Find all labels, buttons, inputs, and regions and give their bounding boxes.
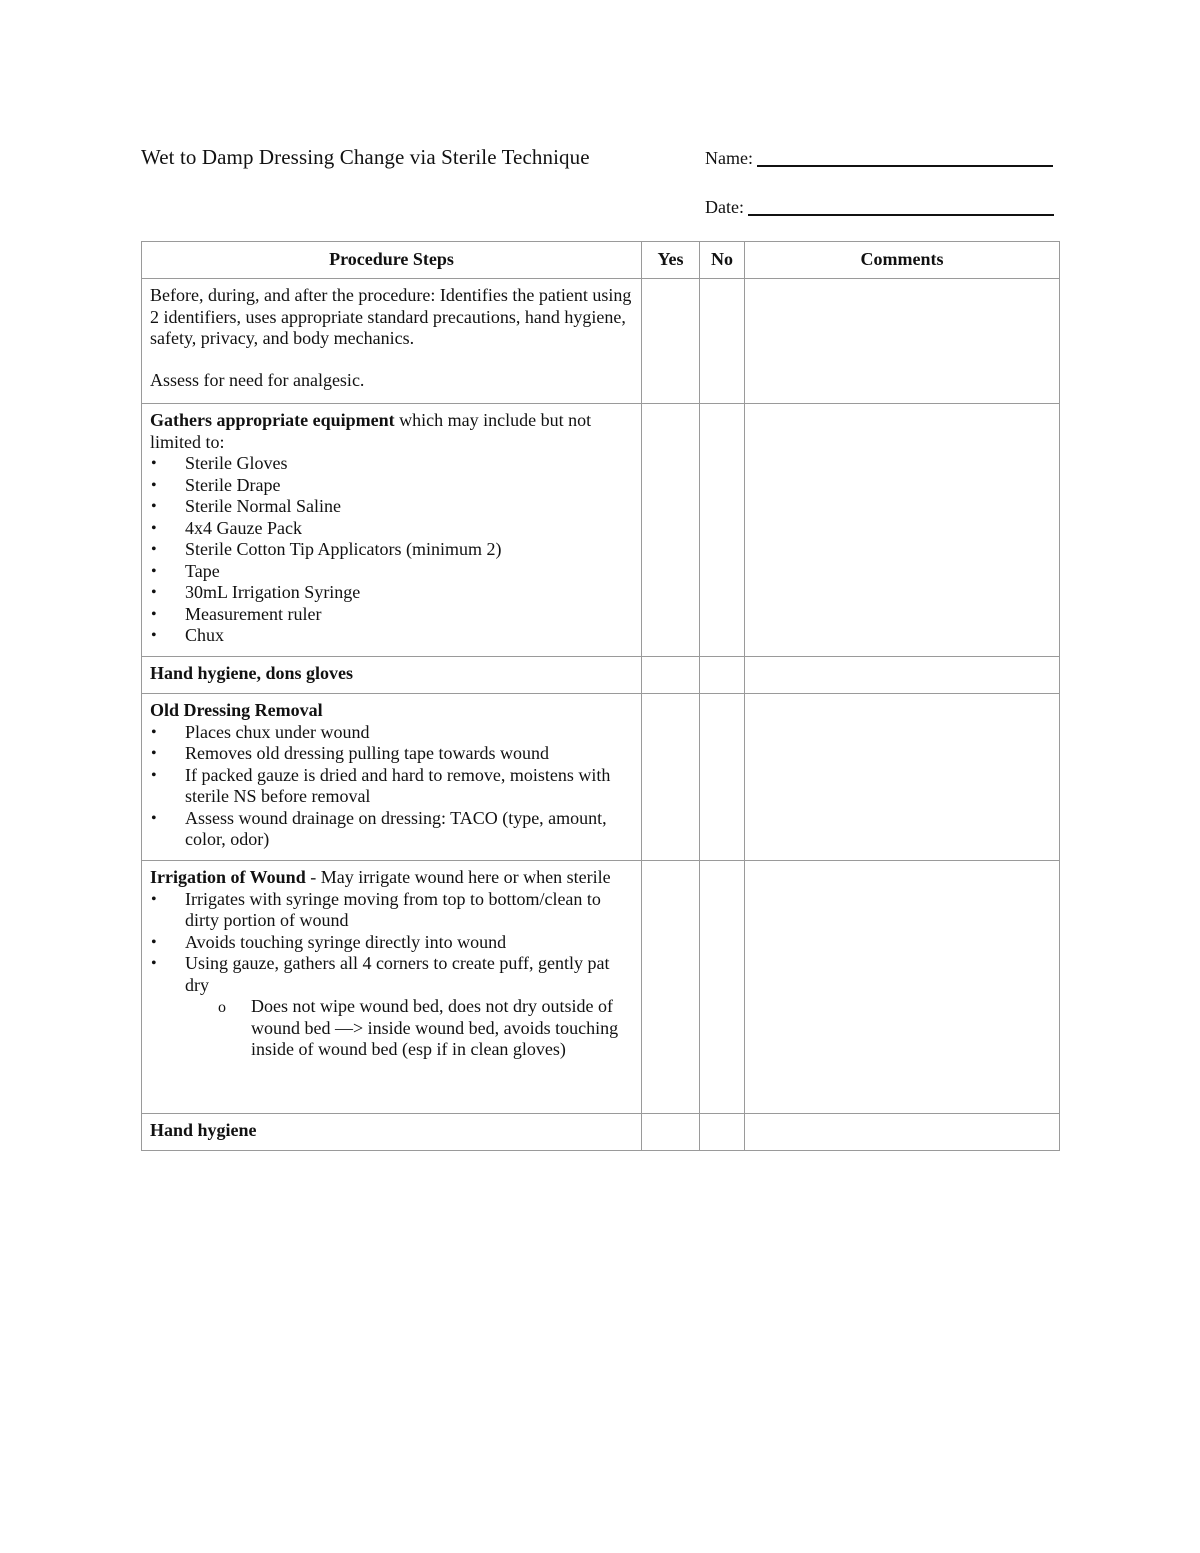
yes-cell[interactable] [642,404,700,657]
removal-steps-list [150,722,633,851]
list-item: • Irrigates with syringe moving from top to bottom/clean to dirty portion of wound [151,888,601,930]
column-header-comments: Comments [745,242,1060,279]
step-cell [142,279,642,404]
yes-cell[interactable] [642,1114,700,1151]
no-cell[interactable] [700,1114,745,1151]
list-item: • 4x4 Gauze Pack [151,517,302,538]
step-cell [142,657,642,694]
table-row [142,694,1060,861]
list-item: • Assess wound drainage on dressing: TACO (type, amount, color, odor) [151,807,607,849]
list-item: • Tape [151,560,220,581]
table-row [142,861,1060,1114]
comments-cell[interactable] [745,404,1060,657]
list-item: • Using gauze, gathers all 4 corners to create puff, gently pat dry [151,953,610,995]
list-item: • Sterile Drape [151,474,281,495]
yes-cell[interactable] [642,694,700,861]
bullet-icon: • [151,455,157,472]
table-row [142,657,1060,694]
step-cell [142,861,642,1114]
bullet-icon: • [151,476,157,494]
comments-cell[interactable] [745,861,1060,1114]
step-heading: Hand hygiene, dons gloves [150,663,354,683]
bullet-icon: • [151,723,157,741]
date-field [705,196,1054,218]
bullet-icon: • [151,745,157,762]
no-cell[interactable] [700,404,745,657]
bullet-icon: • [151,541,157,558]
sub-bullet-icon: o [218,999,226,1016]
name-label: Name: [705,148,753,168]
step-cell [142,1114,642,1151]
bullet-icon: • [151,562,157,580]
comments-cell[interactable] [745,279,1060,404]
list-item: • Measurement ruler [151,603,322,624]
bullet-icon: • [151,627,157,644]
bullet-icon: • [151,584,157,601]
yes-cell[interactable] [642,657,700,694]
step-heading: Old Dressing Removal [150,700,323,720]
bullet-icon: • [151,519,157,537]
irrigation-substeps-list [150,996,633,1061]
list-item: • 30mL Irrigation Syringe [151,582,361,602]
no-cell[interactable] [700,861,745,1114]
step-heading: Irrigation of Wound [150,867,306,887]
list-item: • If packed gauze is dried and hard to remove, moistens with sterile NS before removal [151,764,611,806]
bullet-icon: • [151,766,157,784]
table-row [142,1114,1060,1151]
bullet-icon: • [151,498,157,515]
date-blank-line[interactable] [748,196,1054,216]
column-header-yes: Yes [642,242,700,279]
document-title: Wet to Damp Dressing Change via Sterile Technique [141,145,590,169]
bullet-icon: • [151,890,157,908]
irrigation-steps-list [150,889,633,997]
list-item: o Does not wipe wound bed, does not dry outside of wound bed —> inside wound bed, avoids touching inside of wound bed (esp if in clean gloves) [218,996,619,1059]
list-item: • Places chux under wound [151,721,370,742]
step-text: Assess for need for analgesic. [150,369,365,390]
no-cell[interactable] [700,657,745,694]
bullet-icon: • [151,605,157,623]
comments-cell[interactable] [745,657,1060,694]
step-heading: Hand hygiene [150,1120,257,1140]
step-heading-rest: - May irrigate wound here or when sterile [305,867,611,887]
table-row [142,279,1060,404]
step-heading-rest: which may include but not limited to: [150,410,592,452]
bullet-icon: • [151,809,157,827]
comments-cell[interactable] [745,1114,1060,1151]
name-field [705,147,1053,169]
list-item: • Sterile Cotton Tip Applicators (minimum 2) [151,539,502,559]
table-row [142,404,1060,657]
column-header-no: No [700,242,745,279]
step-text: Before, during, and after the procedure: Identifies the patient using 2 identifiers, uses appropriate standard precautions, hand hygiene, safety, privacy, and body mechanics. [150,285,632,348]
list-item: • Chux [151,625,225,645]
bullet-icon: • [151,933,157,951]
table-header-row [142,242,1060,279]
list-item: • Removes old dressing pulling tape towards wound [151,743,549,763]
date-label: Date: [705,197,744,217]
step-heading: Gathers appropriate equipment [150,410,395,430]
list-item: • Sterile Normal Saline [151,496,341,516]
no-cell[interactable] [700,279,745,404]
yes-cell[interactable] [642,279,700,404]
step-cell [142,404,642,657]
name-blank-line[interactable] [757,147,1053,167]
column-header-procedure-steps: Procedure Steps [142,242,642,279]
equipment-list [150,453,633,647]
procedure-checklist-table [141,241,1060,1151]
no-cell[interactable] [700,694,745,861]
yes-cell[interactable] [642,861,700,1114]
comments-cell[interactable] [745,694,1060,861]
step-cell [142,694,642,861]
bullet-icon: • [151,955,157,972]
list-item: • Avoids touching syringe directly into wound [151,931,507,952]
list-item: • Sterile Gloves [151,453,288,473]
